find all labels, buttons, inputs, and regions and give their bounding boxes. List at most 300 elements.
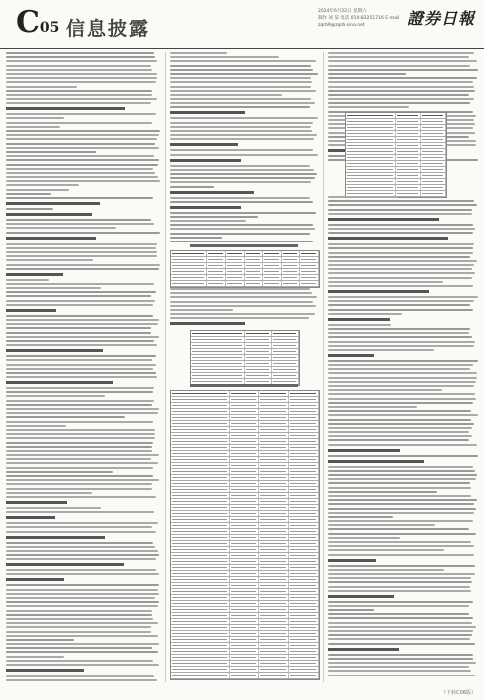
text-line: [328, 528, 469, 530]
text-line: [6, 589, 158, 591]
text-line: [6, 164, 158, 166]
table-cell: [272, 373, 299, 378]
text-line: [6, 550, 158, 552]
text-line: [6, 531, 156, 533]
table-cell: [259, 571, 289, 576]
table-cell: [346, 179, 396, 184]
table-cell: [289, 493, 319, 498]
table-cell: [245, 257, 264, 262]
text-line: [6, 372, 156, 374]
text-line: [328, 106, 409, 108]
table-cell: [171, 607, 230, 612]
text-line: [328, 56, 469, 58]
table-cell: [171, 499, 230, 504]
text-line: [6, 172, 155, 174]
table-cell: [289, 439, 319, 444]
text-column-2-upper: [170, 52, 318, 242]
table-cell: [230, 571, 260, 576]
text-line: [328, 243, 474, 245]
table-cell: [282, 251, 301, 256]
text-line: [6, 404, 152, 406]
table-cell: [230, 451, 260, 456]
text-line: [6, 283, 154, 285]
table-cell: [171, 409, 230, 414]
table-cell: [396, 173, 421, 178]
table-cell: [272, 361, 299, 366]
table-cell: [226, 257, 245, 262]
text-column-2-middle: [170, 288, 318, 328]
subheading-line: [328, 237, 448, 240]
text-line: [6, 291, 156, 293]
text-line: [328, 313, 402, 315]
text-line: [328, 228, 475, 230]
text-line: [328, 94, 469, 96]
text-line: [328, 431, 469, 433]
text-line: [6, 251, 157, 253]
text-line: [328, 601, 473, 603]
text-line: [6, 610, 152, 612]
table-cell: [346, 137, 396, 142]
text-line: [170, 292, 312, 294]
table-cell: [259, 457, 289, 462]
text-line: [6, 147, 159, 149]
text-line: [6, 122, 152, 124]
text-line: [6, 65, 151, 67]
table-cell: [289, 409, 319, 414]
table-cell: [289, 583, 319, 588]
table-cell: [421, 143, 446, 148]
table-cell: [259, 511, 289, 516]
text-line: [6, 168, 153, 170]
text-line: [328, 393, 475, 395]
text-line: [328, 398, 476, 400]
table-cell: [171, 661, 230, 666]
text-line: [328, 381, 476, 383]
subheading-line: [6, 501, 67, 504]
text-line: [6, 368, 153, 370]
table-cell: [171, 481, 230, 486]
text-line: [328, 466, 473, 468]
table-cell: [396, 113, 421, 118]
text-line: [6, 462, 158, 464]
table-cell: [171, 275, 207, 280]
table-cell: [259, 601, 289, 606]
table-cell: [263, 281, 282, 286]
text-line: [6, 631, 151, 633]
table-cell: [207, 269, 226, 274]
table-cell: [230, 637, 260, 642]
text-line: [6, 223, 154, 225]
table-cell: [282, 275, 301, 280]
text-line: [328, 478, 476, 480]
subheading-line: [170, 322, 245, 325]
text-line: [6, 622, 158, 624]
text-line: [6, 679, 157, 681]
text-line: [328, 630, 473, 632]
table-cell: [171, 619, 230, 624]
table-cell: [259, 475, 289, 480]
header-date: 2024年6月22日 星期六: [318, 9, 367, 14]
table-cell: [245, 251, 264, 256]
text-line: [6, 138, 157, 140]
table-cell: [245, 361, 272, 366]
subheading-line: [6, 349, 103, 352]
table-cell: [289, 391, 319, 396]
text-column-3-lower: [328, 196, 478, 676]
text-line: [6, 656, 64, 658]
text-line: [328, 491, 437, 493]
table-cell: [259, 505, 289, 510]
text-line: [6, 618, 153, 620]
subheading-line: [6, 381, 113, 384]
text-line: [328, 296, 478, 298]
text-line: [328, 252, 473, 254]
table-cell: [171, 415, 230, 420]
text-line: [170, 233, 310, 235]
table-cell: [421, 113, 446, 118]
table-cell: [171, 445, 230, 450]
text-line: [170, 165, 310, 167]
table-cell: [346, 131, 396, 136]
table-cell: [421, 131, 446, 136]
table-cell: [289, 661, 319, 666]
text-line: [170, 212, 316, 214]
text-line: [6, 117, 64, 119]
text-line: [170, 197, 310, 199]
table-cell: [245, 269, 264, 274]
table-cell: [207, 263, 226, 268]
table-cell: [230, 481, 260, 486]
text-line: [328, 581, 472, 583]
table-cell: [230, 595, 260, 600]
table-cell: [230, 499, 260, 504]
page-letter: C: [16, 5, 40, 40]
table-cell: [289, 673, 319, 678]
table-cell: [171, 397, 230, 402]
text-line: [6, 643, 159, 645]
text-line: [328, 102, 470, 104]
text-line: [6, 454, 159, 456]
text-line: [328, 622, 472, 624]
text-line: [328, 482, 470, 484]
table-cell: [230, 613, 260, 618]
table-cell: [230, 577, 260, 582]
text-line: [6, 300, 155, 302]
table-cell: [421, 185, 446, 190]
table-cell: [171, 403, 230, 408]
text-line: [6, 584, 159, 586]
text-line: [328, 658, 473, 660]
subheading-line: [170, 206, 241, 209]
table-cell: [171, 463, 230, 468]
subheading-line: [6, 563, 124, 566]
text-line: [170, 122, 313, 124]
text-line: [170, 186, 214, 188]
text-line: [6, 391, 153, 393]
text-line: [170, 301, 313, 303]
table-cell: [272, 331, 299, 336]
table-cell: [171, 457, 230, 462]
text-line: [328, 617, 473, 619]
table-cell: [230, 421, 260, 426]
text-line: [328, 439, 469, 441]
table-cell: [259, 517, 289, 522]
table-cell: [346, 143, 396, 148]
text-line: [6, 412, 158, 414]
text-line: [328, 345, 474, 347]
text-line: [6, 635, 158, 637]
table-cell: [396, 155, 421, 160]
table-cell: [263, 269, 282, 274]
table-cell: [289, 637, 319, 642]
table-cell: [226, 275, 245, 280]
table-cell: [259, 469, 289, 474]
table-cell: [171, 571, 230, 576]
table-cell: [226, 263, 245, 268]
table-cell: [191, 367, 245, 372]
table-cell: [396, 185, 421, 190]
table-cell: [191, 343, 245, 348]
table-cell: [171, 251, 207, 256]
table-cell: [259, 439, 289, 444]
text-line: [6, 546, 155, 548]
table-cell: [245, 263, 264, 268]
text-line: [6, 355, 156, 357]
table-cell: [300, 251, 319, 256]
table-cell: [230, 517, 260, 522]
subheading-line: [6, 107, 125, 110]
table-cell: [171, 613, 230, 618]
text-line: [170, 296, 317, 298]
table-cell: [171, 559, 230, 564]
table-cell: [226, 281, 245, 286]
table-cell: [259, 613, 289, 618]
subheading-line: [6, 237, 96, 240]
table-cell: [230, 649, 260, 654]
table-cell: [207, 275, 226, 280]
text-line: [328, 590, 471, 592]
text-line: [6, 507, 101, 509]
table-cell: [230, 559, 260, 564]
table-cell: [171, 625, 230, 630]
newspaper-logo: 證券日報: [407, 9, 476, 28]
text-line: [328, 209, 472, 211]
text-line: [6, 421, 153, 423]
text-line: [328, 503, 474, 505]
table-cell: [230, 535, 260, 540]
table-cell: [259, 529, 289, 534]
table-cell: [230, 469, 260, 474]
table-cell: [289, 589, 319, 594]
subheading-line: [328, 318, 390, 321]
table-cell: [230, 475, 260, 480]
text-line: [328, 65, 470, 67]
table-cell: [230, 403, 260, 408]
table-cell: [191, 337, 245, 342]
text-line: [6, 458, 151, 460]
table-cell: [259, 607, 289, 612]
table-cell: [171, 523, 230, 528]
table-cell: [259, 433, 289, 438]
subheading-line: [328, 218, 439, 221]
table-cell: [230, 655, 260, 660]
table-cell: [289, 445, 319, 450]
text-line: [328, 200, 474, 202]
text-line: [328, 474, 477, 476]
table-cell: [289, 655, 319, 660]
table-cell: [289, 457, 319, 462]
table-cell: [207, 281, 226, 286]
table-cell: [282, 257, 301, 262]
text-line: [328, 586, 470, 588]
text-line: [170, 52, 227, 54]
table-cell: [289, 463, 319, 468]
table-cell: [259, 643, 289, 648]
table-cell: [289, 505, 319, 510]
table-cell: [289, 487, 319, 492]
table-cell: [171, 595, 230, 600]
table-cell: [289, 511, 319, 516]
table-cell: [230, 523, 260, 528]
text-line: [328, 360, 478, 362]
table-cell: [245, 349, 272, 354]
text-line: [170, 106, 310, 108]
text-line: [328, 444, 477, 446]
text-line: [6, 442, 153, 444]
text-line: [328, 277, 472, 279]
text-line: [6, 340, 154, 342]
text-line: [6, 475, 153, 477]
table-cell: [207, 257, 226, 262]
table-cell: [289, 427, 319, 432]
table-cell: [171, 433, 230, 438]
text-line: [6, 483, 152, 485]
table-cell: [171, 631, 230, 636]
text-line: [6, 511, 154, 513]
subheading-line: [170, 111, 245, 114]
text-line: [6, 126, 60, 128]
text-line: [6, 569, 156, 571]
table-cell: [396, 161, 421, 166]
text-line: [170, 117, 318, 119]
table-cell: [289, 529, 319, 534]
text-line: [6, 558, 156, 560]
table-cell: [171, 475, 230, 480]
table-cell: [272, 343, 299, 348]
text-line: [6, 69, 152, 71]
text-line: [6, 279, 49, 281]
table-cell: [171, 505, 230, 510]
table-cell: [245, 355, 272, 360]
table-cell: [289, 571, 319, 576]
text-line: [328, 406, 417, 408]
text-line: [328, 414, 478, 416]
table-cell: [171, 649, 230, 654]
page-number: [16, 6, 59, 45]
text-line: [6, 268, 159, 270]
text-line: [6, 319, 159, 321]
text-line: [328, 666, 469, 668]
table-cell: [259, 547, 289, 552]
text-line: [170, 81, 312, 83]
text-line: [6, 155, 154, 157]
table-cell: [289, 649, 319, 654]
text-line: [328, 613, 469, 615]
text-line: [6, 601, 159, 603]
text-line: [6, 446, 152, 448]
table-cell: [171, 263, 207, 268]
text-line: [170, 65, 311, 67]
table-cell: [259, 649, 289, 654]
text-line: [6, 52, 154, 54]
table-cell: [421, 179, 446, 184]
text-line: [6, 573, 159, 575]
text-line: [328, 634, 472, 636]
text-line: [328, 554, 474, 556]
text-line: [328, 281, 443, 283]
text-line: [6, 189, 69, 191]
table-cell: [171, 487, 230, 492]
text-line: [328, 309, 473, 311]
table-cell: [171, 655, 230, 660]
subheading-line: [6, 202, 100, 205]
text-line: [6, 639, 74, 641]
text-line: [328, 626, 476, 628]
table-cell: [289, 559, 319, 564]
text-line: [328, 662, 476, 664]
table-cell: [230, 589, 260, 594]
text-line: [328, 285, 473, 287]
text-line: [170, 130, 312, 132]
text-line: [6, 304, 153, 306]
table-cell: [259, 631, 289, 636]
subheading-line: [328, 648, 399, 651]
text-line: [328, 545, 474, 547]
column-divider: [165, 52, 166, 682]
text-line: [328, 90, 475, 92]
table-cell: [289, 577, 319, 582]
subheading-line: [328, 354, 374, 357]
text-line: [6, 359, 152, 361]
text-line: [170, 149, 313, 151]
table-cell: [421, 125, 446, 130]
table-cell: [230, 433, 260, 438]
subheading-line: [170, 191, 254, 194]
text-line: [170, 86, 311, 88]
text-line: [6, 400, 154, 402]
text-line: [6, 60, 157, 62]
table-cell: [259, 541, 289, 546]
table-cell: [300, 269, 319, 274]
table-cell: [230, 427, 260, 432]
table-cell: [171, 601, 230, 606]
text-line: [170, 237, 222, 239]
subheading-line: [6, 213, 92, 216]
table-cell: [289, 421, 319, 426]
subheading-line: [328, 559, 376, 562]
table-cell: [346, 149, 396, 154]
text-line: [328, 541, 471, 543]
text-line: [6, 526, 152, 528]
subheading-line: [170, 159, 241, 162]
table-cell: [282, 269, 301, 274]
table-cell: [289, 643, 319, 648]
subheading-line: [6, 669, 84, 672]
table-cell: [245, 275, 264, 280]
text-line: [328, 69, 478, 71]
table-cell: [259, 403, 289, 408]
text-line: [6, 151, 96, 153]
